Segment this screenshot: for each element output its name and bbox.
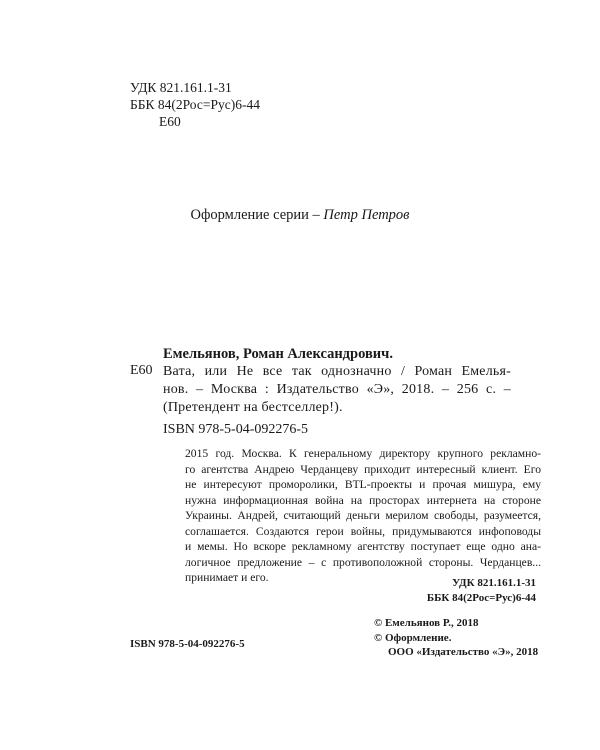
record-author-mark: Е60 [130,363,153,378]
title-line: нов. – Москва : Издательство «Э», 2018. – 256 с. – [163,382,511,397]
annotation-line: логичное предложение – с противоположной стороны. Черданцев... [185,555,541,569]
title-line: Вата, или Не все так однозначно / Роман Емелья- [163,364,511,379]
record-author: Емельянов, Роман Александрович. [163,346,393,362]
classification-block [130,79,260,130]
series-label: Оформление серии – [190,207,324,223]
annotation-line: Украины. Андрей, считающий деньги мерилом свободы, разумеется, [185,509,541,522]
author-mark: Е60 [159,114,181,129]
copyright-design: © Оформление. [374,631,452,644]
footer-classification [427,576,536,605]
copyright-author: © Емельянов Р., 2018 [374,617,479,629]
annotation-line: и мемы. Но вскоре рекламному агентству поступает еще одно ана- [185,540,541,553]
annotation-line: не интересуют проморолики, BTL-проекты и прочая мишура, ему [185,478,541,491]
footer-isbn: ISBN 978-5-04-092276-5 [130,638,245,650]
annotation-line: 2015 год. Москва. К генеральному директору крупного рекламно- [185,447,541,460]
udk-code: УДК 821.161.1-31 [130,80,232,95]
annotation [185,446,541,586]
copyright-block [374,616,538,660]
annotation-line: го агентства Андрею Черданцеву приходит интересный клиент. Его [185,462,541,476]
series-designer: Петр Петров [323,207,410,223]
bbk-code: ББК 84(2Рос=Рус)6-44 [130,97,260,112]
record-title-block [163,363,511,417]
record-isbn: ISBN 978-5-04-092276-5 [163,422,309,437]
series-design-credit [0,207,600,224]
copyright-publisher: ООО «Издательство «Э», 2018 [388,646,539,658]
footer-bbk: ББК 84(2Рос=Рус)6-44 [426,591,536,604]
annotation-line: соглашается. Создаются герои войны, придумываются инфоповоды [185,524,541,538]
title-line: (Претендент на бестселлер!). [163,400,343,415]
annotation-line: принимает и его. [185,571,269,584]
footer-udk: УДК 821.161.1-31 [452,577,536,589]
annotation-line: нужна информационная война на просторах интернета на стороне [185,493,541,507]
